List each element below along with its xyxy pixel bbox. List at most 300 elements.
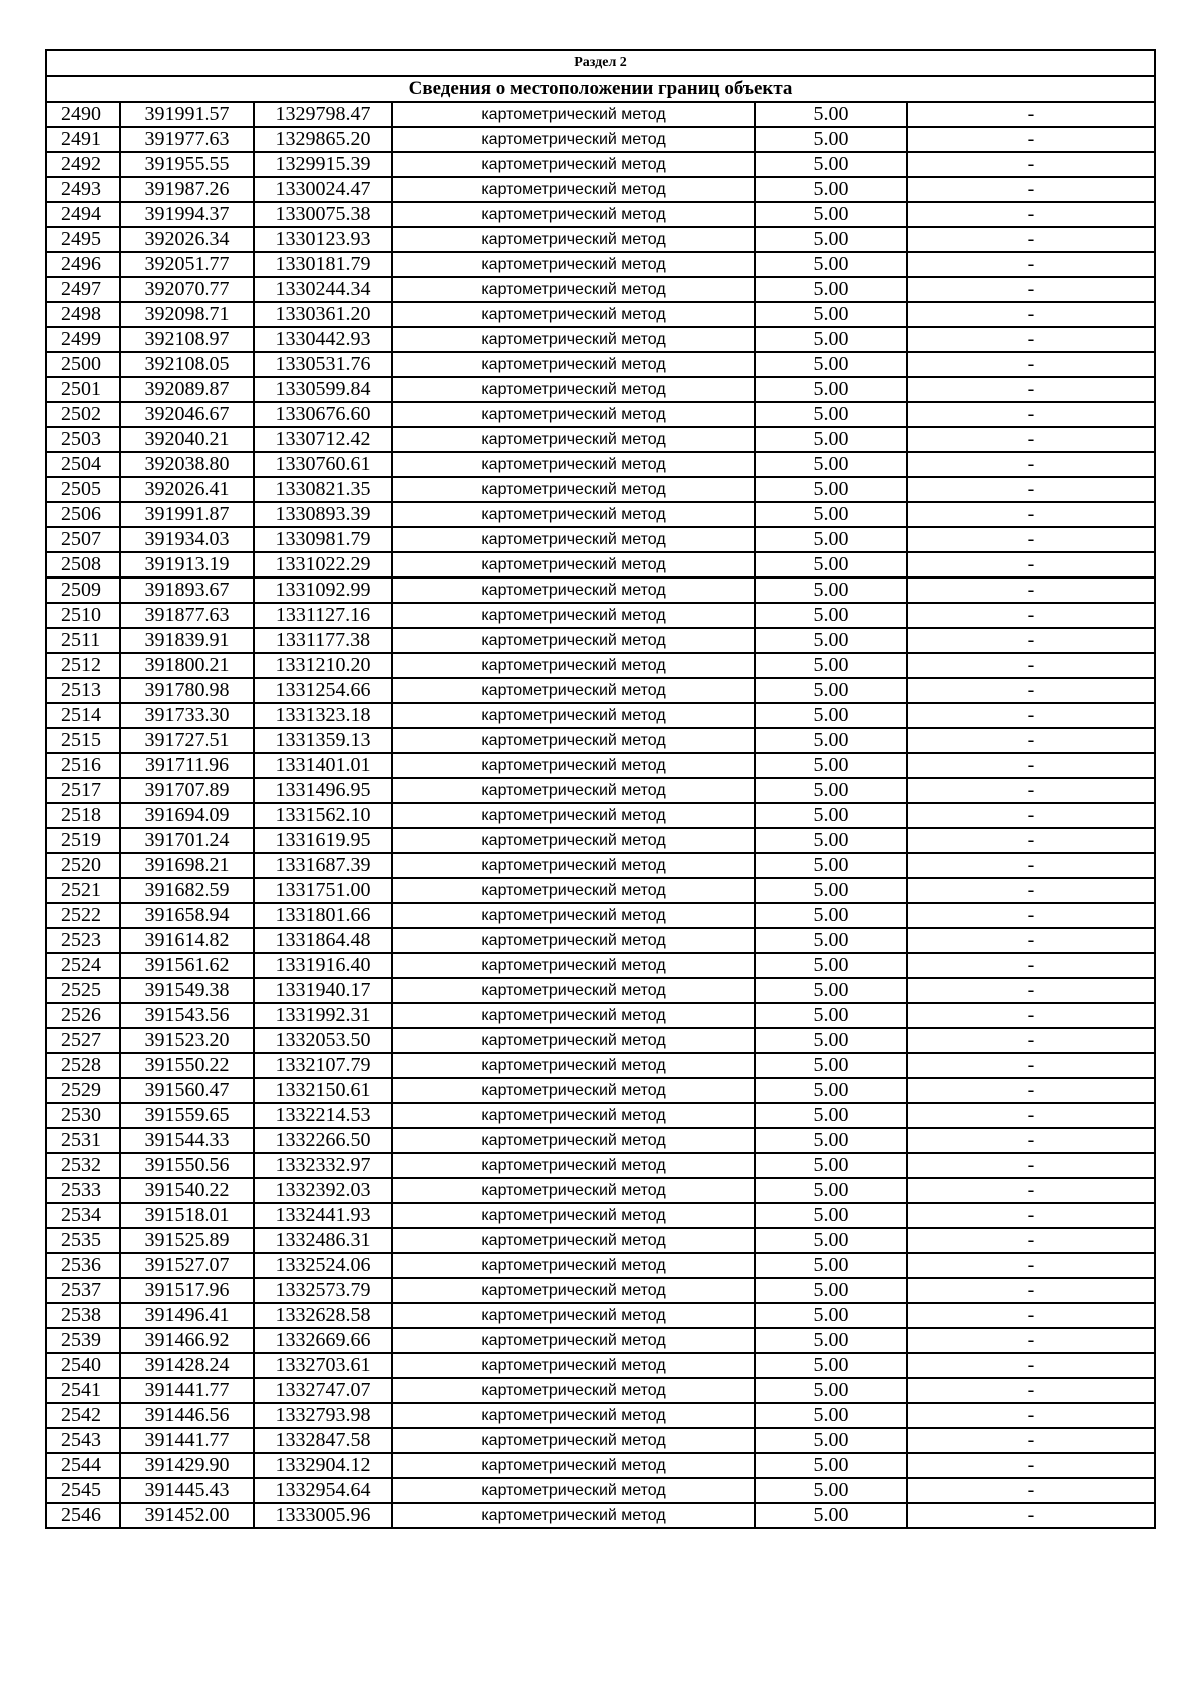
x-coordinate-cell: 391544.33 [120, 1128, 254, 1153]
accuracy-cell: 5.00 [755, 1028, 907, 1053]
accuracy-cell: 5.00 [755, 1503, 907, 1528]
method-cell: картометрический метод [392, 928, 755, 953]
x-coordinate-cell: 392098.71 [120, 302, 254, 327]
accuracy-cell: 5.00 [755, 352, 907, 377]
description-cell: - [907, 578, 1155, 604]
method-cell: картометрический метод [392, 252, 755, 277]
x-coordinate-cell: 391518.01 [120, 1203, 254, 1228]
description-cell: - [907, 352, 1155, 377]
section-header-row [46, 50, 1155, 76]
method-cell: картометрический метод [392, 177, 755, 202]
y-coordinate-cell: 1331177.38 [254, 628, 392, 653]
point-number-cell: 2519 [46, 828, 120, 853]
point-number-cell: 2538 [46, 1303, 120, 1328]
accuracy-cell: 5.00 [755, 227, 907, 252]
accuracy-cell: 5.00 [755, 778, 907, 803]
method-cell: картометрический метод [392, 853, 755, 878]
accuracy-cell: 5.00 [755, 753, 907, 778]
table-row [46, 1228, 1155, 1253]
table-row [46, 1328, 1155, 1353]
accuracy-cell: 5.00 [755, 552, 907, 578]
method-cell: картометрический метод [392, 377, 755, 402]
y-coordinate-cell: 1330760.61 [254, 452, 392, 477]
table-row [46, 1303, 1155, 1328]
accuracy-cell: 5.00 [755, 1203, 907, 1228]
point-number-cell: 2494 [46, 202, 120, 227]
description-cell: - [907, 1253, 1155, 1278]
description-cell: - [907, 452, 1155, 477]
table-row [46, 1153, 1155, 1178]
method-cell: картометрический метод [392, 1003, 755, 1028]
table-row [46, 177, 1155, 202]
table-row [46, 1353, 1155, 1378]
accuracy-cell: 5.00 [755, 678, 907, 703]
table-row [46, 903, 1155, 928]
y-coordinate-cell: 1330599.84 [254, 377, 392, 402]
method-cell: картометрический метод [392, 1503, 755, 1528]
x-coordinate-cell: 391934.03 [120, 527, 254, 552]
description-cell: - [907, 653, 1155, 678]
table-row [46, 978, 1155, 1003]
table-row [46, 427, 1155, 452]
accuracy-cell: 5.00 [755, 127, 907, 152]
point-number-cell: 2492 [46, 152, 120, 177]
description-cell: - [907, 878, 1155, 903]
point-number-cell: 2533 [46, 1178, 120, 1203]
method-cell: картометрический метод [392, 1478, 755, 1503]
x-coordinate-cell: 391994.37 [120, 202, 254, 227]
y-coordinate-cell: 1331562.10 [254, 803, 392, 828]
method-cell: картометрический метод [392, 277, 755, 302]
point-number-cell: 2537 [46, 1278, 120, 1303]
accuracy-cell: 5.00 [755, 1303, 907, 1328]
accuracy-cell: 5.00 [755, 1128, 907, 1153]
x-coordinate-cell: 391991.87 [120, 502, 254, 527]
description-cell: - [907, 177, 1155, 202]
description-cell: - [907, 803, 1155, 828]
point-number-cell: 2493 [46, 177, 120, 202]
point-number-cell: 2527 [46, 1028, 120, 1053]
accuracy-cell: 5.00 [755, 878, 907, 903]
x-coordinate-cell: 391517.96 [120, 1278, 254, 1303]
x-coordinate-cell: 391559.65 [120, 1103, 254, 1128]
x-coordinate-cell: 391445.43 [120, 1478, 254, 1503]
point-number-cell: 2499 [46, 327, 120, 352]
description-cell: - [907, 628, 1155, 653]
y-coordinate-cell: 1330821.35 [254, 477, 392, 502]
table-row [46, 603, 1155, 628]
table-row [46, 1178, 1155, 1203]
description-cell: - [907, 678, 1155, 703]
table-row [46, 452, 1155, 477]
method-cell: картометрический метод [392, 703, 755, 728]
method-cell: картометрический метод [392, 527, 755, 552]
y-coordinate-cell: 1331127.16 [254, 603, 392, 628]
method-cell: картометрический метод [392, 152, 755, 177]
accuracy-cell: 5.00 [755, 452, 907, 477]
x-coordinate-cell: 391550.56 [120, 1153, 254, 1178]
x-coordinate-cell: 391452.00 [120, 1503, 254, 1528]
x-coordinate-cell: 391441.77 [120, 1378, 254, 1403]
y-coordinate-cell: 1331323.18 [254, 703, 392, 728]
x-coordinate-cell: 391428.24 [120, 1353, 254, 1378]
point-number-cell: 2514 [46, 703, 120, 728]
accuracy-cell: 5.00 [755, 653, 907, 678]
method-cell: картометрический метод [392, 477, 755, 502]
y-coordinate-cell: 1332703.61 [254, 1353, 392, 1378]
description-cell: - [907, 728, 1155, 753]
y-coordinate-cell: 1332847.58 [254, 1428, 392, 1453]
point-number-cell: 2529 [46, 1078, 120, 1103]
accuracy-cell: 5.00 [755, 928, 907, 953]
y-coordinate-cell: 1330676.60 [254, 402, 392, 427]
point-number-cell: 2504 [46, 452, 120, 477]
table-row [46, 678, 1155, 703]
accuracy-cell: 5.00 [755, 252, 907, 277]
y-coordinate-cell: 1331401.01 [254, 753, 392, 778]
point-number-cell: 2542 [46, 1403, 120, 1428]
x-coordinate-cell: 391496.41 [120, 1303, 254, 1328]
x-coordinate-cell: 391694.09 [120, 803, 254, 828]
y-coordinate-cell: 1332332.97 [254, 1153, 392, 1178]
method-cell: картометрический метод [392, 202, 755, 227]
table-row [46, 202, 1155, 227]
method-cell: картометрический метод [392, 1303, 755, 1328]
description-cell: - [907, 853, 1155, 878]
method-cell: картометрический метод [392, 427, 755, 452]
y-coordinate-cell: 1331092.99 [254, 578, 392, 604]
method-cell: картометрический метод [392, 578, 755, 604]
method-cell: картометрический метод [392, 603, 755, 628]
description-cell: - [907, 1103, 1155, 1128]
point-number-cell: 2496 [46, 252, 120, 277]
y-coordinate-cell: 1330442.93 [254, 327, 392, 352]
accuracy-cell: 5.00 [755, 1353, 907, 1378]
table-row [46, 227, 1155, 252]
x-coordinate-cell: 392040.21 [120, 427, 254, 452]
description-cell: - [907, 502, 1155, 527]
point-number-cell: 2545 [46, 1478, 120, 1503]
method-cell: картометрический метод [392, 728, 755, 753]
table-row [46, 102, 1155, 127]
y-coordinate-cell: 1329865.20 [254, 127, 392, 152]
x-coordinate-cell: 392046.67 [120, 402, 254, 427]
table-row [46, 1028, 1155, 1053]
x-coordinate-cell: 391839.91 [120, 628, 254, 653]
description-cell: - [907, 427, 1155, 452]
method-cell: картометрический метод [392, 1453, 755, 1478]
y-coordinate-cell: 1332392.03 [254, 1178, 392, 1203]
x-coordinate-cell: 391446.56 [120, 1403, 254, 1428]
description-cell: - [907, 1478, 1155, 1503]
table-row [46, 653, 1155, 678]
point-number-cell: 2539 [46, 1328, 120, 1353]
x-coordinate-cell: 391561.62 [120, 953, 254, 978]
x-coordinate-cell: 391800.21 [120, 653, 254, 678]
x-coordinate-cell: 391711.96 [120, 753, 254, 778]
y-coordinate-cell: 1330531.76 [254, 352, 392, 377]
accuracy-cell: 5.00 [755, 828, 907, 853]
accuracy-cell: 5.00 [755, 853, 907, 878]
table-row [46, 778, 1155, 803]
description-cell: - [907, 953, 1155, 978]
method-cell: картометрический метод [392, 1103, 755, 1128]
description-cell: - [907, 102, 1155, 127]
accuracy-cell: 5.00 [755, 1328, 907, 1353]
x-coordinate-cell: 391701.24 [120, 828, 254, 853]
table-row [46, 527, 1155, 552]
y-coordinate-cell: 1331864.48 [254, 928, 392, 953]
x-coordinate-cell: 391780.98 [120, 678, 254, 703]
x-coordinate-cell: 391527.07 [120, 1253, 254, 1278]
x-coordinate-cell: 392070.77 [120, 277, 254, 302]
description-cell: - [907, 527, 1155, 552]
accuracy-cell: 5.00 [755, 628, 907, 653]
accuracy-cell: 5.00 [755, 1178, 907, 1203]
x-coordinate-cell: 392051.77 [120, 252, 254, 277]
description-cell: - [907, 1378, 1155, 1403]
point-number-cell: 2517 [46, 778, 120, 803]
method-cell: картометрический метод [392, 1153, 755, 1178]
point-number-cell: 2546 [46, 1503, 120, 1528]
y-coordinate-cell: 1332669.66 [254, 1328, 392, 1353]
point-number-cell: 2503 [46, 427, 120, 452]
x-coordinate-cell: 391877.63 [120, 603, 254, 628]
method-cell: картометрический метод [392, 1353, 755, 1378]
description-cell: - [907, 778, 1155, 803]
accuracy-cell: 5.00 [755, 427, 907, 452]
description-cell: - [907, 302, 1155, 327]
point-number-cell: 2501 [46, 377, 120, 402]
y-coordinate-cell: 1332441.93 [254, 1203, 392, 1228]
y-coordinate-cell: 1331992.31 [254, 1003, 392, 1028]
accuracy-cell: 5.00 [755, 1153, 907, 1178]
y-coordinate-cell: 1331940.17 [254, 978, 392, 1003]
accuracy-cell: 5.00 [755, 1403, 907, 1428]
method-cell: картометрический метод [392, 753, 755, 778]
accuracy-cell: 5.00 [755, 1053, 907, 1078]
table-row [46, 878, 1155, 903]
table-row [46, 953, 1155, 978]
x-coordinate-cell: 391429.90 [120, 1453, 254, 1478]
point-number-cell: 2525 [46, 978, 120, 1003]
method-cell: картометрический метод [392, 878, 755, 903]
method-cell: картометрический метод [392, 1328, 755, 1353]
point-number-cell: 2507 [46, 527, 120, 552]
accuracy-cell: 5.00 [755, 327, 907, 352]
accuracy-cell: 5.00 [755, 1253, 907, 1278]
description-cell: - [907, 377, 1155, 402]
table-title: Сведения о местоположении границ объекта [46, 76, 1155, 102]
point-number-cell: 2532 [46, 1153, 120, 1178]
description-cell: - [907, 477, 1155, 502]
accuracy-cell: 5.00 [755, 1228, 907, 1253]
x-coordinate-cell: 391727.51 [120, 728, 254, 753]
x-coordinate-cell: 391549.38 [120, 978, 254, 1003]
description-cell: - [907, 753, 1155, 778]
y-coordinate-cell: 1330075.38 [254, 202, 392, 227]
description-cell: - [907, 978, 1155, 1003]
method-cell: картометрический метод [392, 452, 755, 477]
accuracy-cell: 5.00 [755, 703, 907, 728]
table-row [46, 578, 1155, 604]
y-coordinate-cell: 1331254.66 [254, 678, 392, 703]
method-cell: картометрический метод [392, 1403, 755, 1428]
y-coordinate-cell: 1331801.66 [254, 903, 392, 928]
x-coordinate-cell: 391991.57 [120, 102, 254, 127]
point-number-cell: 2506 [46, 502, 120, 527]
accuracy-cell: 5.00 [755, 502, 907, 527]
y-coordinate-cell: 1331210.20 [254, 653, 392, 678]
point-number-cell: 2518 [46, 803, 120, 828]
table-row [46, 127, 1155, 152]
method-cell: картометрический метод [392, 953, 755, 978]
method-cell: картометрический метод [392, 1178, 755, 1203]
accuracy-cell: 5.00 [755, 302, 907, 327]
table-row [46, 703, 1155, 728]
table-row [46, 1428, 1155, 1453]
point-number-cell: 2508 [46, 552, 120, 578]
point-number-cell: 2531 [46, 1128, 120, 1153]
y-coordinate-cell: 1332573.79 [254, 1278, 392, 1303]
y-coordinate-cell: 1332107.79 [254, 1053, 392, 1078]
point-number-cell: 2544 [46, 1453, 120, 1478]
table-row [46, 1453, 1155, 1478]
description-cell: - [907, 1203, 1155, 1228]
table-row [46, 1203, 1155, 1228]
x-coordinate-cell: 391560.47 [120, 1078, 254, 1103]
x-coordinate-cell: 391523.20 [120, 1028, 254, 1053]
y-coordinate-cell: 1330123.93 [254, 227, 392, 252]
y-coordinate-cell: 1332954.64 [254, 1478, 392, 1503]
table-row [46, 1103, 1155, 1128]
point-number-cell: 2540 [46, 1353, 120, 1378]
y-coordinate-cell: 1329798.47 [254, 102, 392, 127]
point-number-cell: 2521 [46, 878, 120, 903]
accuracy-cell: 5.00 [755, 1453, 907, 1478]
y-coordinate-cell: 1331496.95 [254, 778, 392, 803]
x-coordinate-cell: 391550.22 [120, 1053, 254, 1078]
accuracy-cell: 5.00 [755, 978, 907, 1003]
description-cell: - [907, 552, 1155, 578]
point-number-cell: 2511 [46, 628, 120, 653]
accuracy-cell: 5.00 [755, 202, 907, 227]
method-cell: картометрический метод [392, 628, 755, 653]
accuracy-cell: 5.00 [755, 578, 907, 604]
method-cell: картометрический метод [392, 1378, 755, 1403]
point-number-cell: 2534 [46, 1203, 120, 1228]
x-coordinate-cell: 392108.97 [120, 327, 254, 352]
table-row [46, 1003, 1155, 1028]
accuracy-cell: 5.00 [755, 803, 907, 828]
description-cell: - [907, 1153, 1155, 1178]
y-coordinate-cell: 1330361.20 [254, 302, 392, 327]
x-coordinate-cell: 391543.56 [120, 1003, 254, 1028]
table-row [46, 1403, 1155, 1428]
point-number-cell: 2497 [46, 277, 120, 302]
x-coordinate-cell: 391682.59 [120, 878, 254, 903]
description-cell: - [907, 1328, 1155, 1353]
point-number-cell: 2528 [46, 1053, 120, 1078]
description-cell: - [907, 1228, 1155, 1253]
method-cell: картометрический метод [392, 327, 755, 352]
table-row [46, 803, 1155, 828]
y-coordinate-cell: 1330893.39 [254, 502, 392, 527]
table-row [46, 628, 1155, 653]
point-number-cell: 2491 [46, 127, 120, 152]
y-coordinate-cell: 1331619.95 [254, 828, 392, 853]
point-number-cell: 2516 [46, 753, 120, 778]
accuracy-cell: 5.00 [755, 1278, 907, 1303]
description-cell: - [907, 227, 1155, 252]
description-cell: - [907, 1178, 1155, 1203]
point-number-cell: 2522 [46, 903, 120, 928]
x-coordinate-cell: 391525.89 [120, 1228, 254, 1253]
accuracy-cell: 5.00 [755, 1478, 907, 1503]
table-row [46, 1478, 1155, 1503]
x-coordinate-cell: 391893.67 [120, 578, 254, 604]
point-number-cell: 2520 [46, 853, 120, 878]
description-cell: - [907, 828, 1155, 853]
accuracy-cell: 5.00 [755, 152, 907, 177]
accuracy-cell: 5.00 [755, 377, 907, 402]
x-coordinate-cell: 392038.80 [120, 452, 254, 477]
method-cell: картометрический метод [392, 1078, 755, 1103]
y-coordinate-cell: 1331916.40 [254, 953, 392, 978]
method-cell: картометрический метод [392, 978, 755, 1003]
y-coordinate-cell: 1332747.07 [254, 1378, 392, 1403]
table-row [46, 1278, 1155, 1303]
y-coordinate-cell: 1331751.00 [254, 878, 392, 903]
accuracy-cell: 5.00 [755, 1103, 907, 1128]
accuracy-cell: 5.00 [755, 603, 907, 628]
x-coordinate-cell: 391441.77 [120, 1428, 254, 1453]
y-coordinate-cell: 1333005.96 [254, 1503, 392, 1528]
description-cell: - [907, 1428, 1155, 1453]
table-row [46, 1078, 1155, 1103]
method-cell: картометрический метод [392, 102, 755, 127]
x-coordinate-cell: 391977.63 [120, 127, 254, 152]
point-number-cell: 2526 [46, 1003, 120, 1028]
point-number-cell: 2498 [46, 302, 120, 327]
accuracy-cell: 5.00 [755, 477, 907, 502]
y-coordinate-cell: 1329915.39 [254, 152, 392, 177]
accuracy-cell: 5.00 [755, 177, 907, 202]
y-coordinate-cell: 1332150.61 [254, 1078, 392, 1103]
description-cell: - [907, 603, 1155, 628]
point-number-cell: 2512 [46, 653, 120, 678]
method-cell: картометрический метод [392, 352, 755, 377]
table-title-row [46, 76, 1155, 102]
y-coordinate-cell: 1331022.29 [254, 552, 392, 578]
description-cell: - [907, 202, 1155, 227]
table-row [46, 377, 1155, 402]
accuracy-cell: 5.00 [755, 903, 907, 928]
method-cell: картометрический метод [392, 127, 755, 152]
x-coordinate-cell: 391913.19 [120, 552, 254, 578]
method-cell: картометрический метод [392, 502, 755, 527]
table-row [46, 477, 1155, 502]
point-number-cell: 2510 [46, 603, 120, 628]
point-number-cell: 2502 [46, 402, 120, 427]
point-number-cell: 2490 [46, 102, 120, 127]
point-number-cell: 2524 [46, 953, 120, 978]
method-cell: картометрический метод [392, 227, 755, 252]
y-coordinate-cell: 1332486.31 [254, 1228, 392, 1253]
description-cell: - [907, 1278, 1155, 1303]
y-coordinate-cell: 1331687.39 [254, 853, 392, 878]
y-coordinate-cell: 1330181.79 [254, 252, 392, 277]
